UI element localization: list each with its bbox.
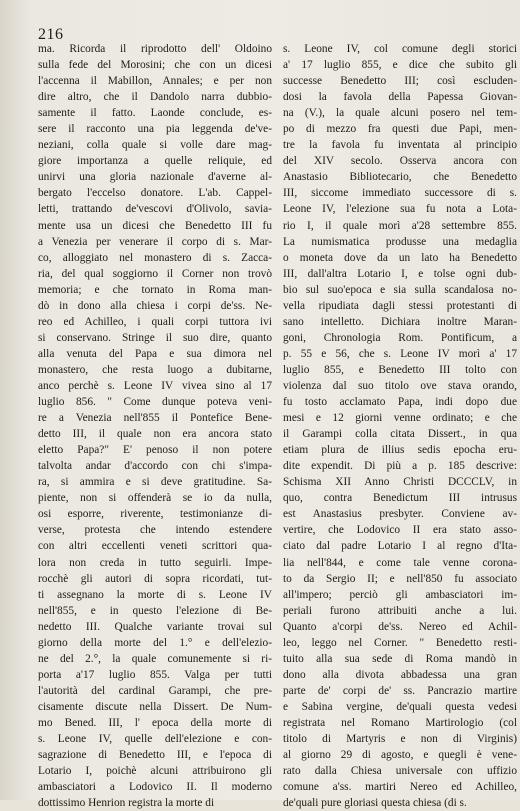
text-line: re a Venezia nell'855 il Pontefice Bene- bbox=[38, 412, 272, 425]
text-line: al giorno 29 di agosto, e quegli è vene- bbox=[283, 749, 517, 762]
text-line: Quanto a'corpi de'ss. Nereo ed Achil- bbox=[283, 620, 517, 633]
text-line: il Garampi colla citata Dissert., in qua bbox=[283, 428, 517, 441]
text-line: registrata nel Romano Martirologio (col bbox=[283, 716, 517, 729]
text-line: porta a'17 luglio 855. Valga per tutti bbox=[38, 668, 272, 681]
text-line: ria, del qual soggiorno il Corner non trovò bbox=[38, 267, 272, 280]
text-line: mo Bened. III, l' epoca della morte di bbox=[38, 716, 272, 729]
text-line: luglio 856. " Come dunque poteva veni- bbox=[38, 396, 272, 409]
text-line: to da Sergio II; e nell'850 fu associato bbox=[283, 572, 517, 585]
page-number: 216 bbox=[38, 26, 64, 43]
text-line: verse, protesta che intendo estendere bbox=[38, 524, 272, 537]
text-line: La numismatica produsse una medaglia bbox=[283, 235, 517, 248]
text-line: sano intelletto. Dichiara inoltre Maran- bbox=[283, 315, 517, 328]
text-line: sulla fede del Morosini; che con un dicesi bbox=[38, 59, 272, 72]
text-line: mente usa un dicesi che Benedetto III fu bbox=[38, 219, 272, 232]
text-line: po di mezzo fra questi due Papi, men- bbox=[283, 123, 517, 136]
text-line: alla venuta del Papa e sua dimora nel bbox=[38, 347, 272, 360]
text-line: piente, non si offenderà se io da nulla, bbox=[38, 492, 272, 505]
text-line: sere il racconto una pia leggenda de've- bbox=[38, 123, 272, 136]
text-line: vertire, che Lodovico II era stato asso- bbox=[283, 524, 517, 537]
text-line: giore importanza a quelle reliquie, ed bbox=[38, 155, 272, 168]
text-line: rocchè gli autori di sopra ricordati, tut- bbox=[38, 572, 272, 585]
text-line: all'impero; perciò gli ambasciatori im- bbox=[283, 588, 517, 601]
text-line: samente il fatto. Laonde conclude, es- bbox=[38, 107, 272, 120]
text-line: ciato dal padre Lotario I al regno d'Ita- bbox=[283, 540, 517, 553]
text-line: lia nell'844, e come tale venne corona- bbox=[283, 556, 517, 569]
text-line: tuito alla sua sede di Roma mandò in bbox=[283, 652, 517, 665]
text-line: tre la favola fu inventata al principio bbox=[283, 139, 517, 152]
text-line: unirvi una gloria nazionale d'averne al- bbox=[38, 171, 272, 184]
text-line: eletto Papa?" E' penoso il non potere bbox=[38, 444, 272, 457]
left-text-column bbox=[38, 41, 272, 811]
text-line: reo ed Achilleo, i quali corpi tuttora ivi bbox=[38, 315, 272, 328]
text-line: anco perchè s. Leone IV vivea sino al 17 bbox=[38, 379, 272, 392]
text-line: lora non creda in tutto seguirli. Impe- bbox=[38, 556, 272, 569]
text-line: sagrazione di Benedetto III, e l'epoca di bbox=[38, 749, 272, 762]
text-line: fu tosto acclamato Papa, indi dopo due bbox=[283, 396, 517, 409]
text-line: dire altro, che il Dandolo narra dubbio- bbox=[38, 91, 272, 104]
text-line: dono alla divota abbadessa una gran bbox=[283, 668, 517, 681]
text-line: cisamente discute nella Dissert. De Num- bbox=[38, 700, 272, 713]
text-line: III, dall'altra Lotario I, e tolse ogni dub- bbox=[283, 267, 517, 280]
text-line: bio sul suo'epoca e sia sulla scandalosa no- bbox=[283, 283, 517, 296]
text-line: bergato l'eccelso donatore. L'ab. Cappel- bbox=[38, 187, 272, 200]
text-line: vella ripudiata dagli stessi protestanti di bbox=[283, 299, 517, 312]
text-line: nedetto III. Qualche variante trovai sul bbox=[38, 620, 272, 633]
text-line: Leone IV, l'elezione sua fu nota a Lota- bbox=[283, 203, 517, 216]
text-line: letti, trattando de'vescovi d'Olivolo, savia- bbox=[38, 203, 272, 216]
text-line: detto III, il quale non era ancora stato bbox=[38, 428, 272, 441]
text-line: si conservano. Stringe il suo dire, quanto bbox=[38, 331, 272, 344]
text-line: memoria; e che tornato in Roma man- bbox=[38, 283, 272, 296]
text-line: neziani, colla quale si volle dare mag- bbox=[38, 139, 272, 152]
text-line: est Anastasius presbyter. Conviene av- bbox=[283, 508, 517, 521]
text-line: rato dalla Chiesa universale con uffizio bbox=[283, 765, 517, 778]
text-line: etiam plura de illius sedis epocha eru- bbox=[283, 444, 517, 457]
text-line: ambasciatori a Lodovico II. Il moderno bbox=[38, 781, 272, 794]
text-line: parte de' corpi de' ss. Pancrazio martire bbox=[283, 684, 517, 697]
text-line: con altri eccellenti veneti scrittori qua- bbox=[38, 540, 272, 553]
text-line: giorno della morte del 1.° e dell'elezio- bbox=[38, 636, 272, 649]
text-line: titolo di Martyris e non di Virginis) bbox=[283, 733, 517, 746]
text-line: de'quali pure gloriasi questa chiesa (di s. bbox=[283, 797, 467, 810]
text-line: nell'855, e in questo l'elezione di Be- bbox=[38, 604, 272, 617]
text-line: dottissimo Henrion registra la morte di bbox=[38, 797, 215, 810]
text-line: ma. Ricorda il riprodotto dell' Oldoino bbox=[38, 43, 272, 55]
text-line: successe Benedetto III; così escluden- bbox=[283, 75, 517, 88]
text-line: s. Leone IV, quelle dell'elezione e con- bbox=[38, 733, 272, 746]
text-line: mesi e 12 giorni venne ordinato; e che bbox=[283, 412, 517, 425]
text-line: dite expendit. Di più a p. 185 descrive: bbox=[283, 460, 517, 473]
text-line: osi esporre, riverente, testimonianze di- bbox=[38, 508, 272, 521]
text-line: quo, contra Benedictum III intrusus bbox=[283, 492, 517, 505]
text-line: co, alloggiato nel monastero di s. Zacca- bbox=[38, 251, 272, 264]
text-line: a Venezia per venerare il corpo di s. Mar- bbox=[38, 235, 272, 248]
text-line: monastero, che resta luogo a dubitarne, bbox=[38, 363, 272, 376]
text-line: goni, Chronologia Rom. Pontificum, a bbox=[283, 331, 517, 344]
text-line: dosi la favola della Papessa Giovan- bbox=[283, 91, 517, 104]
right-text-column bbox=[283, 41, 517, 811]
text-line: e Sabina vergine, de'quali questa vedesi bbox=[283, 700, 517, 713]
text-line: violenza dal suo titolo ove stava orando, bbox=[283, 379, 517, 392]
text-line: a' 17 luglio 855, e dice che subito gli bbox=[283, 59, 517, 72]
text-line: talvolta andar d'accordo con chi s'impa- bbox=[38, 460, 272, 473]
text-line: l'autorità del cardinal Garampi, che pre- bbox=[38, 684, 272, 697]
text-line: l'accenna il Mabillon, Annales; e per non bbox=[38, 75, 272, 88]
text-line: na (V.), la quale alcuni posero nel tem- bbox=[283, 107, 517, 120]
text-line: luglio 855, e Benedetto III tolto con bbox=[283, 363, 517, 376]
text-line: leo, leggo nel Corner. " Benedetto resti- bbox=[283, 636, 517, 649]
text-line: ti assegnano la morte di s. Leone IV bbox=[38, 588, 272, 601]
text-line: periali furono attribuiti anche a lui. bbox=[283, 604, 517, 617]
text-line: comune a'ss. martiri Nereo ed Achilleo, bbox=[283, 781, 517, 794]
text-line: Anastasio Bibliotecario, che Benedetto bbox=[283, 171, 517, 184]
text-line: III, siccome immediato successore di s. bbox=[283, 187, 517, 200]
text-line: ne del 2.°, la quale comunemente si ri- bbox=[38, 652, 272, 665]
text-line: del XIV secolo. Osserva ancora con bbox=[283, 155, 517, 168]
text-line: Lotario I, poichè alcuni attribuirono gli bbox=[38, 765, 272, 778]
text-line: o moneta dove da un lato ha Benedetto bbox=[283, 251, 517, 264]
text-line: Schisma XII Anno Christi DCCCLV, in bbox=[283, 476, 517, 489]
text-line: dò in dono alla chiesa i corpi de'ss. Ne- bbox=[38, 299, 272, 312]
text-line: p. 55 e 56, che s. Leone IV morì a' 17 bbox=[283, 347, 517, 360]
text-line: rio I, il quale morì a'28 settembre 855. bbox=[283, 219, 517, 232]
text-line: s. Leone IV, col comune degli storici bbox=[283, 43, 517, 55]
text-line: ra, si ammira e si deve gratitudine. Sa- bbox=[38, 476, 272, 489]
